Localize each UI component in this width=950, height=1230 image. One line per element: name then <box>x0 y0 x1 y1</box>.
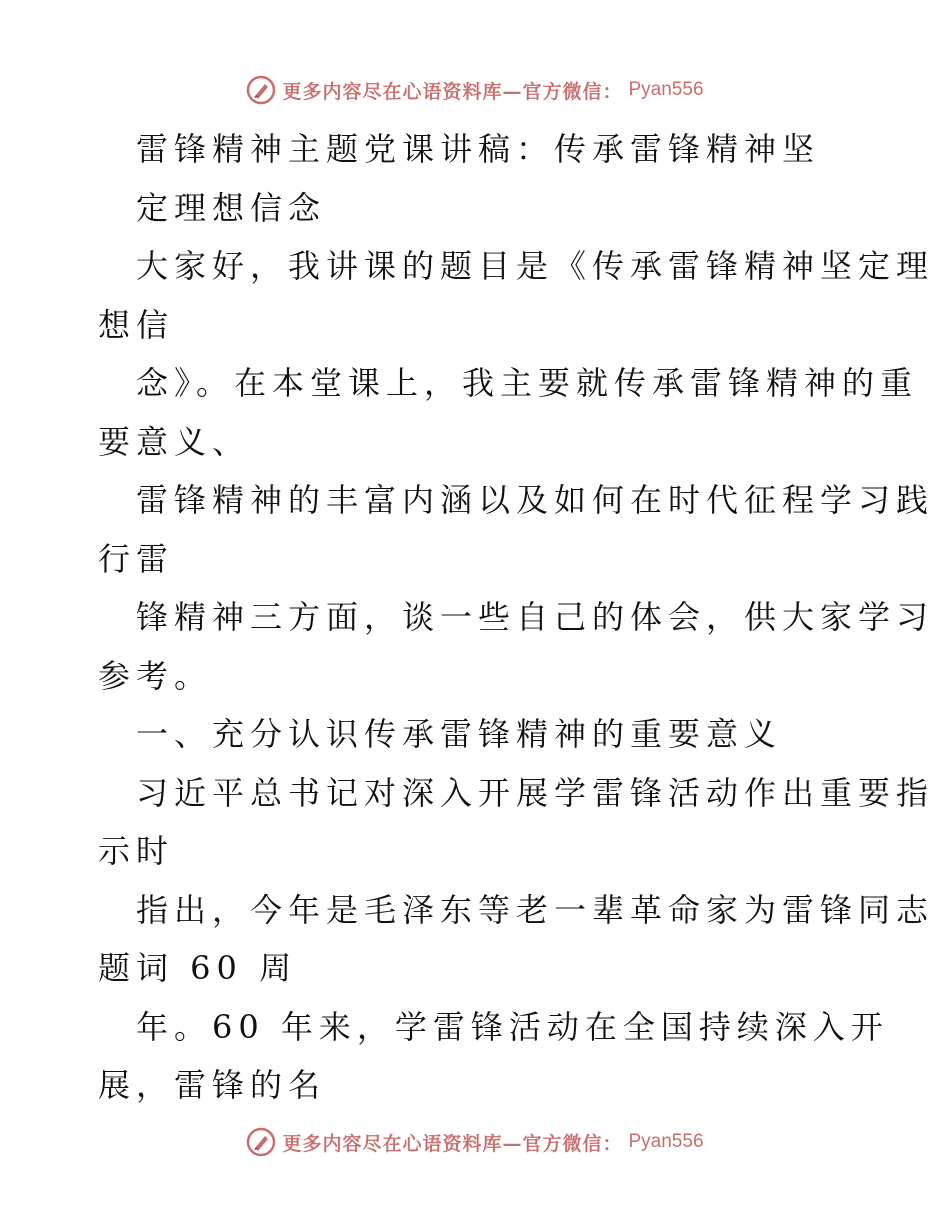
footer-watermark <box>0 1122 950 1162</box>
header-watermark <box>0 70 950 110</box>
paragraph-line: 要意义、 <box>98 422 251 461</box>
pen-logo-icon <box>246 75 276 105</box>
paragraph-line: 念》。在本堂课上，我主要就传承雷锋精神的重 <box>136 364 919 402</box>
paragraph-line: 大家好，我讲课的题目是《传承雷锋精神坚定理 <box>136 247 935 285</box>
document-body <box>98 120 935 1115</box>
title-line-1: 雷锋精神主题党课讲稿：传承雷锋精神坚 <box>136 130 821 168</box>
paragraph-line: 展，雷锋的名 <box>98 1066 327 1104</box>
title-line-2: 定理想信念 <box>136 188 327 227</box>
paragraph-line: 雷锋精神的丰富内涵以及如何在时代征程学习践 <box>136 481 935 519</box>
paragraph-line: 题词 60 周 <box>98 949 298 987</box>
paragraph-line: 想信 <box>98 305 175 344</box>
paragraph-line: 指出，今年是毛泽东等老一辈革命家为雷锋同志 <box>136 890 935 929</box>
watermark-wechat-id: Pyan556 <box>628 79 704 100</box>
watermark-wechat-id: Pyan556 <box>628 1131 704 1152</box>
paragraph-line: 行雷 <box>98 539 175 578</box>
watermark-text: 更多内容尽在心语资料库—官方微信： <box>282 80 623 103</box>
section-heading: 一、充分认识传承雷锋精神的重要意义 <box>136 715 783 753</box>
paragraph-line: 年。60 年来，学雷锋活动在全国持续深入开 <box>136 1007 889 1046</box>
paragraph-line: 示时 <box>98 832 175 870</box>
watermark-text: 更多内容尽在心语资料库—官方微信： <box>282 1132 623 1155</box>
pen-logo-icon <box>246 1127 276 1157</box>
paragraph-line: 参考。 <box>98 656 213 695</box>
paragraph-line: 习近平总书记对深入开展学雷锋活动作出重要指 <box>136 773 935 812</box>
paragraph-line: 锋精神三方面，谈一些自己的体会，供大家学习 <box>136 598 935 636</box>
